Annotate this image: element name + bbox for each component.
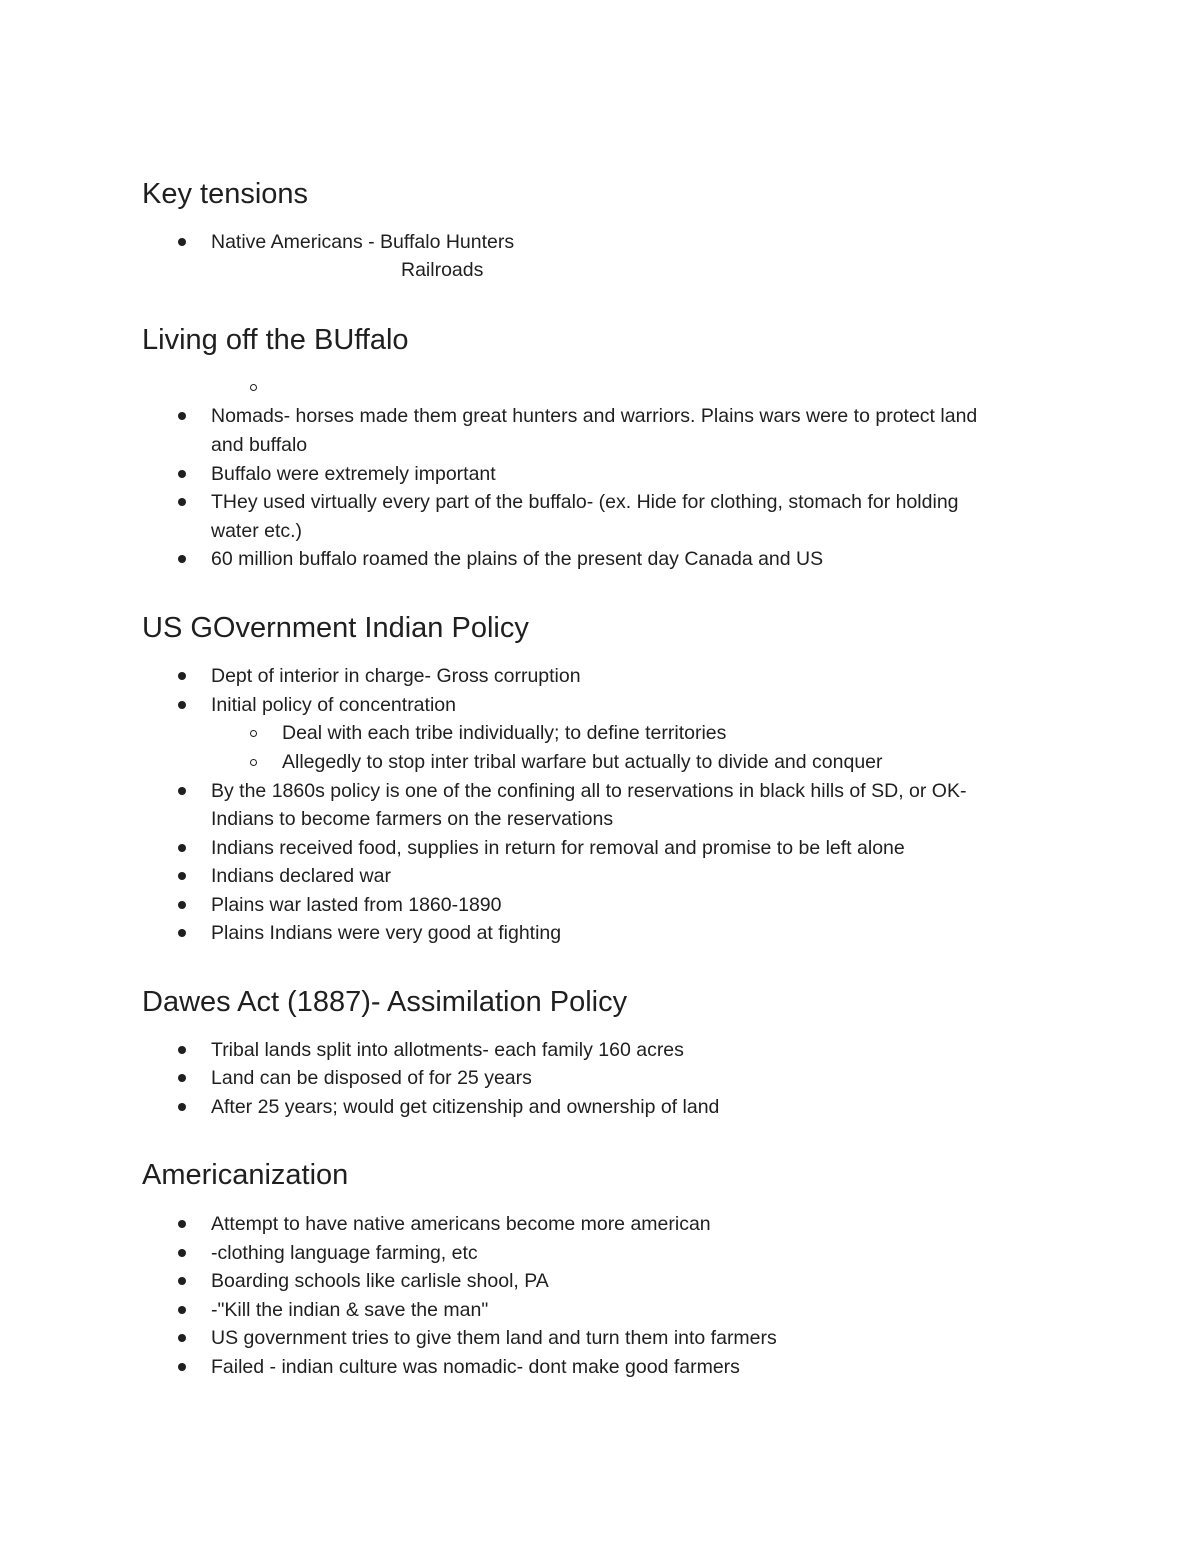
list-item-text: Initial policy of concentration: [211, 694, 456, 716]
bullet-dot-icon: [178, 1103, 186, 1111]
bullet-circle-icon: [250, 759, 257, 766]
section-heading: Americanization: [142, 1159, 349, 1191]
list-item-text: US government tries to give them land and turn them into farmers: [211, 1327, 777, 1349]
list-item-text: 60 million buffalo roamed the plains of the present day Canada and US: [211, 548, 824, 570]
section-heading: US GOvernment Indian Policy: [142, 612, 529, 644]
bullet-dot-icon: [178, 701, 186, 709]
list-item-text: Failed - indian culture was nomadic- dont make good farmers: [211, 1356, 740, 1378]
list-item-text: After 25 years; would get citizenship and ownership of land: [211, 1096, 720, 1118]
bullet-dot-icon: [178, 787, 186, 795]
list-item-text: THey used virtually every part of the buffalo- (ex. Hide for clothing, stomach for holding: [211, 491, 959, 513]
section-heading: Dawes Act (1887)- Assimilation Policy: [142, 986, 628, 1018]
bullet-dot-icon: [178, 498, 186, 506]
bullet-dot-icon: [178, 412, 186, 420]
bullet-dot-icon: [178, 929, 186, 937]
bullet-dot-icon: [178, 238, 186, 246]
bullet-dot-icon: [178, 470, 186, 478]
list-item-text: Plains war lasted from 1860-1890: [211, 894, 502, 916]
list-item-text: Attempt to have native americans become more american: [211, 1213, 711, 1235]
list-item-text: Land can be disposed of for 25 years: [211, 1067, 532, 1089]
bullet-circle-icon: [250, 384, 257, 391]
list-item-text: -"Kill the indian & save the man": [211, 1299, 489, 1321]
sub-list-item-text: Allegedly to stop inter tribal warfare but actually to divide and conquer: [282, 751, 883, 773]
continuation-text: Railroads: [401, 259, 484, 281]
list-item-text: Indians to become farmers on the reservations: [211, 808, 614, 830]
list-item-text: water etc.): [211, 520, 303, 542]
bullet-dot-icon: [178, 1220, 186, 1228]
bullet-dot-icon: [178, 1363, 186, 1371]
bullet-dot-icon: [178, 555, 186, 563]
bullet-dot-icon: [178, 1334, 186, 1342]
bullet-circle-icon: [250, 730, 257, 737]
bullet-dot-icon: [178, 1249, 186, 1257]
list-item-text: Indians declared war: [211, 865, 391, 887]
list-item-text: Indians received food, supplies in return for removal and promise to be left alone: [211, 837, 905, 859]
list-item-text: -clothing language farming, etc: [211, 1242, 478, 1264]
bullet-dot-icon: [178, 1046, 186, 1054]
bullet-dot-icon: [178, 872, 186, 880]
section-heading: Key tensions: [142, 178, 309, 210]
section-heading: Living off the BUffalo: [142, 324, 409, 356]
list-item-text: Nomads- horses made them great hunters and warriors. Plains wars were to protect land: [211, 405, 978, 427]
list-item-text: Dept of interior in charge- Gross corruption: [211, 665, 581, 687]
list-item-text: By the 1860s policy is one of the confining all to reservations in black hills of SD, or OK-: [211, 780, 967, 802]
list-item-text: Plains Indians were very good at fighting: [211, 922, 562, 944]
bullet-dot-icon: [178, 844, 186, 852]
bullet-dot-icon: [178, 1277, 186, 1285]
sub-list-item-text: Deal with each tribe individually; to define territories: [282, 722, 727, 744]
list-item-text: Boarding schools like carlisle shool, PA: [211, 1270, 549, 1292]
bullet-dot-icon: [178, 901, 186, 909]
bullet-dot-icon: [178, 1306, 186, 1314]
list-item-text: and buffalo: [211, 434, 308, 456]
bullet-dot-icon: [178, 1074, 186, 1082]
list-item-text: Tribal lands split into allotments- each family 160 acres: [211, 1039, 684, 1061]
list-item-text: Native Americans - Buffalo Hunters: [211, 231, 515, 253]
bullet-dot-icon: [178, 672, 186, 680]
list-item-text: Buffalo were extremely important: [211, 463, 496, 485]
